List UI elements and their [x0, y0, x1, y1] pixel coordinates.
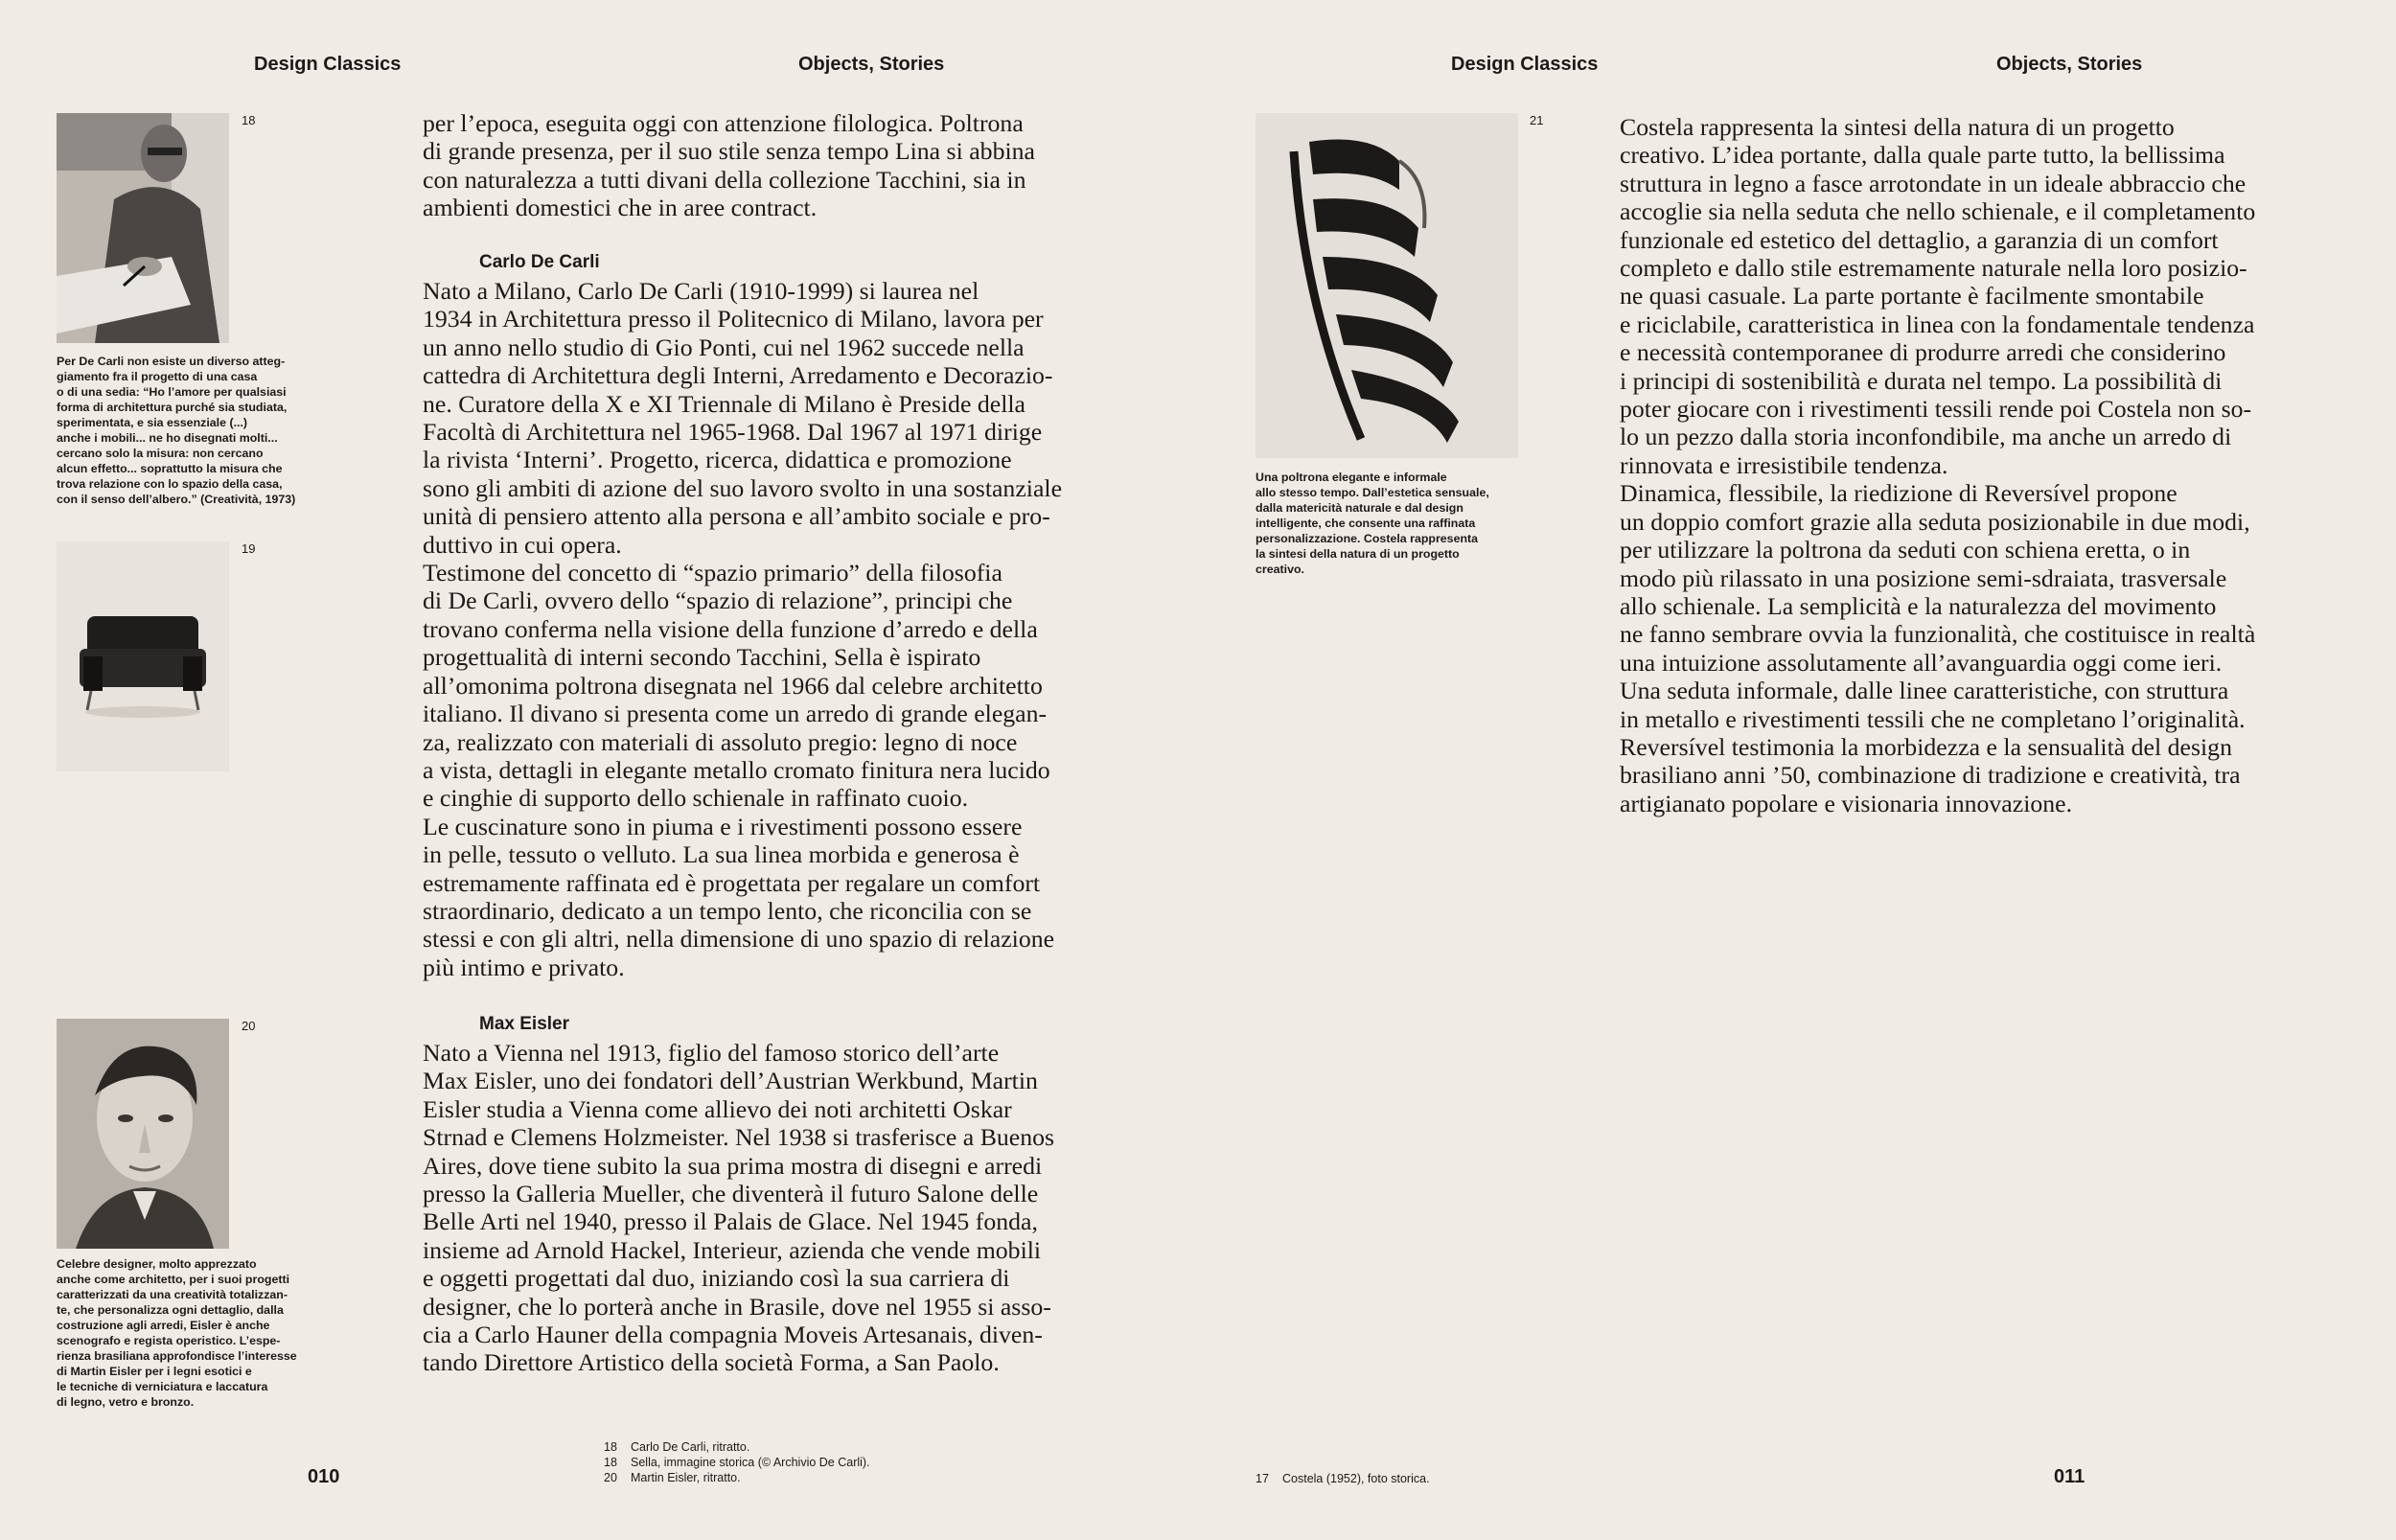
footnote-item: 18 Sella, immagine storica (© Archivio De Carli).: [604, 1456, 870, 1469]
section-max-eisler-text: Nato a Vienna nel 1913, figlio del famoso storico dell’arte Max Eisler, uno dei fondatori dell’Austrian Werkbund, Martin Eisler studia a Vienna come allievo dei noti architetti Oskar Strnad e Clemens Holzmeister. Nel 1938 si trasferisce a Buenos Aires, dove tiene subito la sua prima mostra di disegni e arredi presso la Galleria Mueller, che diventerà il futuro Salone delle Belle Arti nel 1940, presso il Palais de Glace. Nel 1945 fonda, insieme ad Arnold Hackel, Interieur, azienda che vende mobili e oggetti progettati dal duo, iniziando così la sua carriera di designer, che lo porterà anche in Brasile, dove nel 1955 si asso- cia a Carlo Hauner della compagnia Moveis Artesanais, diven- tando Direttore Artistico della società Forma, a San Paolo.: [423, 1039, 1055, 1377]
left-header-section: Design Classics: [254, 54, 402, 75]
right-footnotes: [1256, 1471, 1430, 1486]
left-header-magazine: Objects, Stories: [798, 54, 945, 75]
left-page-number: 010: [308, 1466, 340, 1487]
figure-20-number: 20: [242, 1019, 256, 1033]
figure-18-photo: [57, 113, 229, 343]
footnote-item: 18 Carlo De Carli, ritratto.: [604, 1440, 750, 1454]
right-header-section: Design Classics: [1451, 54, 1599, 75]
figure-18-caption: Per De Carli non esiste un diverso atteg- giamento fra il progetto di una casa o di una sedia: “Ho l’amore per qualsiasi forma di architettura purché sia studiata, sperimentata, e sia essenziale (...) anche i mobili... ne ho disegnati molti... cercano solo la misura: non cercano alcun effetto... soprattutto la misura che trova relazione con lo spazio della casa, con il senso dell’albero.” (Creatività, 1973): [57, 355, 296, 506]
figure-21-caption: Una poltrona elegante e informale allo stesso tempo. Dall’estetica sensuale, dalla matericità naturale e dal design intelligente, che consente una raffinata personalizzazione. Costela rappresenta la sintesi della natura di un progetto creativo.: [1256, 471, 1489, 576]
heading-max-eisler: Max Eisler: [479, 1014, 569, 1034]
left-body-intro: per l’epoca, eseguita oggi con attenzione filologica. Poltrona di grande presenza, per il suo stile senza tempo Lina si abbina con naturalezza a tutti divani della collezione Tacchini, sia in ambienti domestici che in aree contract.: [423, 109, 1035, 222]
footnote-item: 20 Martin Eisler, ritratto.: [604, 1471, 741, 1484]
figure-21-number: 21: [1530, 113, 1544, 127]
right-body-text: Costela rappresenta la sintesi della natura di un progetto creativo. L’idea portante, dalla quale parte tutto, la bellissima struttura in legno a fasce arrotondate in un ideale abbraccio che accoglie sia nella seduta che nello schienale, e il completamento funzionale ed estetico del dettaglio, a garanzia di un comfort completo e dallo stile estremamente naturale nella loro posizio- ne quasi casuale. La parte portante è facilmente smontabile e riciclabile, caratteristica in linea con la fondamentale tendenza e necessità contemporanee di produrre arredi che considerino i principi di sostenibilità e durata nel tempo. La possibilità di poter giocare con i rivestimenti tessili rende poi Costela non so- lo un pezzo dalla storia inconfondibile, ma anche un arredo di rinnovata e irresistibile tendenza. Dinamica, flessibile, la riedizione di Reversível propone un doppio comfort grazie alla seduta posizionabile in due modi, per utilizzare la poltrona da seduti con schiena eretta, o in modo più rilassato in una posizione semi-sdraiata, trasversale allo schienale. La semplicità e la naturalezza del movimento ne fanno sembrare ovvia la funzionalità, che costituisce in realtà una intuizione assolutamente all’avanguardia oggi come ieri. Una seduta informale, dalle linee caratteristiche, con struttura in metallo e rivestimenti tessili che ne completano l’originalità. Reversível testimonia la morbidezza e la sensualità del design brasiliano anni ’50, combinazione di tradizione e creatività, tra artigianato popolare e visionaria innovazione.: [1620, 113, 2256, 817]
figure-21-photo: [1256, 113, 1518, 458]
figure-19-number: 19: [242, 541, 256, 556]
figure-20-caption: Celebre designer, molto apprezzato anche come architetto, per i suoi progetti caratterizzati da una creatività totalizzan- te, che personalizza ogni dettaglio, dalla costruzione agli arredi, Eisler è anche scenografo e regista operistico. L’espe- rienza brasiliana approfondisce l’interesse di Martin Eisler per i legni esotici e le tecniche di verniciatura e laccatura di legno, vetro e bronzo.: [57, 1257, 297, 1409]
right-header-magazine: Objects, Stories: [1996, 54, 2143, 75]
footnote-item: 17 Costela (1952), foto storica.: [1256, 1472, 1430, 1485]
figure-19-photo: [57, 541, 229, 771]
figure-18-number: 18: [242, 113, 256, 127]
heading-carlo-de-carli: Carlo De Carli: [479, 252, 600, 272]
right-page-number: 011: [2054, 1466, 2085, 1487]
section-carlo-de-carli-text: Nato a Milano, Carlo De Carli (1910-1999) si laurea nel 1934 in Architettura presso il Politecnico di Milano, lavora per un anno nello studio di Gio Ponti, cui nel 1962 succede nella cattedra di Architettura degli Interni, Arredamento e Decorazio- ne. Curatore della X e XI Triennale di Milano è Preside della Facoltà di Architettura nel 1965-1968. Dal 1967 al 1971 dirige la rivista ‘Interni’. Progetto, ricerca, didattica e promozione sono gli ambiti di azione del suo lavoro svolto in una sostanziale unità di pensiero attento alla persona e all’ambito sociale e pro- duttivo in cui opera. Testimone del concetto di “spazio primario” della filosofia di De Carli, ovvero dello “spazio di relazione”, principi che trovano conferma nella visione della funzione d’arredo e della progettualità di interni secondo Tacchini, Sella è ispirato all’omonima poltrona disegnata nel 1966 dal celebre architetto italiano. Il divano si presenta come un arredo di grande elegan- za, realizzato con materiali di assoluto pregio: legno di noce a vista, dettagli in elegante metallo cromato finitura nera lucido e cinghie di supporto dello schienale in raffinato cuoio. Le cuscinature sono in piuma e i rivestimenti possono essere in pelle, tessuto o velluto. La sua linea morbida e generosa è estremamente raffinata ed è progettata per regalare un comfort straordinario, dedicato a un tempo lento, che riconcilia con se stessi e con gli altri, nella dimensione di uno spazio di relazione più intimo e privato.: [423, 277, 1063, 981]
figure-20-photo: [57, 1019, 229, 1249]
left-footnotes: [604, 1439, 870, 1485]
